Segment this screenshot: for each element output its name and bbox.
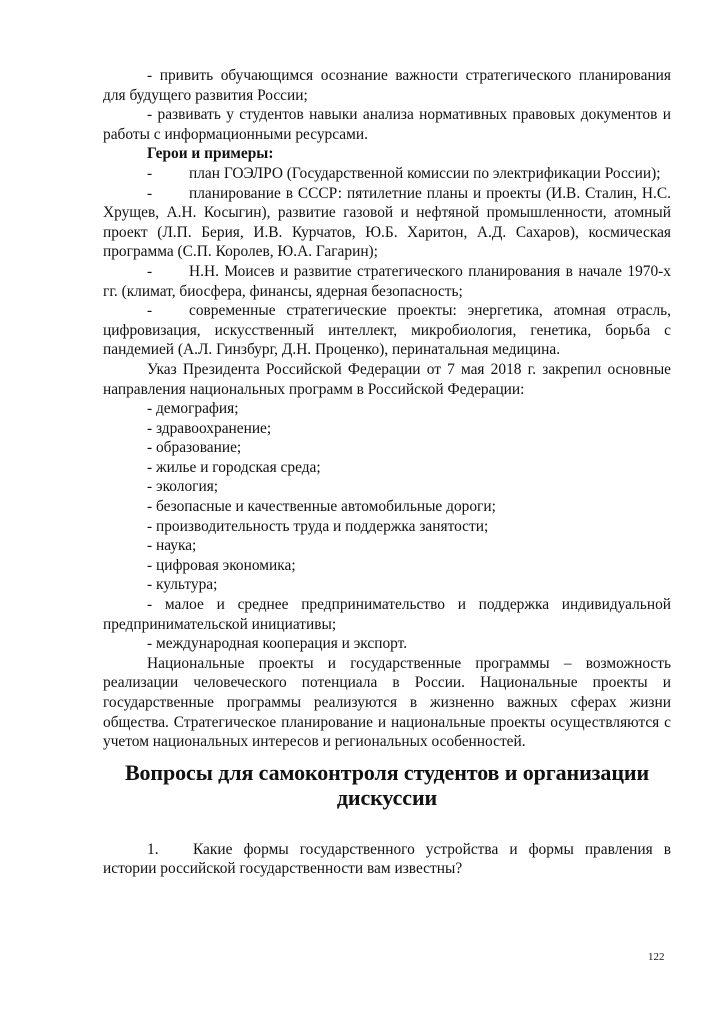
list-dash: - bbox=[147, 262, 153, 280]
direction-item: - культура; bbox=[147, 576, 218, 594]
spacer bbox=[103, 810, 671, 840]
hero-item-moiseev bbox=[103, 262, 671, 301]
hero-item-goelro bbox=[103, 164, 671, 184]
list-dash: - bbox=[147, 184, 153, 202]
direction-item: - здравоохранение; bbox=[147, 419, 272, 437]
hero-item-text: планирование в СССР: пятилетние планы и проекты (И.В. Сталин, Н.С. Хрущев, А.Н. Косыгин), развитие газовой и нефтяной промышленности, атомный проект (Л.П. Берия, И.В. Курчатов, Ю.Б. Харитон, А.Д. Сахаров), космическая программа (С.П. Королев, Ю.А. Гагарин); bbox=[103, 184, 671, 261]
decree-paragraph: Указ Президента Российской Федерации от 7 мая 2018 г. закрепил основные направления национальных программ в Российской Федерации: bbox=[103, 360, 671, 398]
goal-paragraph-1: - привить обучающимся осознание важности стратегического планирования для будущего развития России; bbox=[103, 67, 671, 104]
direction-item: - малое и среднее предпринимательство и поддержка индивидуальной предпринимательской инициативы; bbox=[103, 596, 671, 633]
direction-item: - международная кооперация и экспорт. bbox=[147, 635, 408, 653]
goal-paragraph-2: - развивать у студентов навыки анализа нормативных правовых документов и работы с информационными ресурсами. bbox=[103, 106, 671, 143]
list-dash: - bbox=[147, 164, 153, 182]
hero-item-ussr bbox=[103, 184, 671, 262]
direction-item: - цифровая экономика; bbox=[147, 556, 296, 574]
direction-item: - демография; bbox=[147, 400, 239, 418]
hero-item-text: план ГОЭЛРО (Государственной комиссии по электрификации России); bbox=[189, 164, 661, 182]
direction-item: - образование; bbox=[147, 439, 242, 457]
page-number: 122 bbox=[648, 951, 665, 963]
question-item bbox=[103, 840, 671, 879]
hero-item-text: современные стратегические проекты: энергетика, атомная отрасль, цифровизация, искусственный интеллект, микробиология, генетика, борьба с пандемией (А.Л. Гинзбург, Д.Н. Проценко), перинатальная медицина. bbox=[103, 302, 671, 359]
hero-item-modern bbox=[103, 301, 671, 360]
question-number: 1. bbox=[147, 840, 159, 858]
direction-item: - жилье и городская среда; bbox=[147, 458, 321, 476]
direction-item: - наука; bbox=[147, 537, 197, 555]
question-text: Какие формы государственного устройства и формы правления в истории российской государственности вам известны? bbox=[103, 840, 671, 878]
direction-item: - экология; bbox=[147, 478, 219, 496]
direction-item: - производительность труда и поддержка занятости; bbox=[147, 517, 489, 535]
section-title: Вопросы для самоконтроля студентов и организации дискуссии bbox=[124, 759, 650, 810]
conclusion-paragraph: Национальные проекты и государственные программы – возможность реализации человеческого потенциала в России. Национальные проекты и государственные программы реализуются в жизненно важных сферах жизни общества. Стратегическое планирование и национальные проекты осуществляются с учетом национальных интересов и региональных особенностей. bbox=[103, 654, 671, 751]
heroes-heading: Герои и примеры: bbox=[147, 145, 274, 163]
direction-item: - безопасные и качественные автомобильные дороги; bbox=[147, 498, 496, 516]
page-content bbox=[103, 66, 671, 879]
hero-item-text: Н.Н. Моисев и развитие стратегического планирования в начале 1970-х гг. (климат, биосфера, финансы, ядерная безопасность; bbox=[103, 262, 671, 300]
list-dash: - bbox=[147, 302, 153, 320]
